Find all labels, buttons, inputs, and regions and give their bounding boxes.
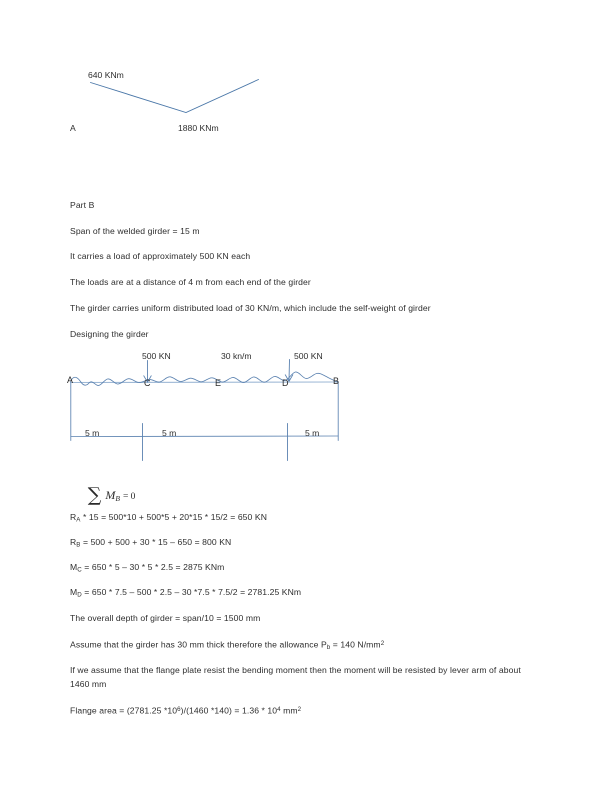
flange-exponent-6: 6 — [177, 706, 181, 713]
flange-unit-exponent: 2 — [297, 706, 302, 713]
body-line-designing: Designing the girder — [70, 329, 149, 339]
beam-dim-2: 5 m — [162, 428, 177, 438]
equation-mc-subscript: C — [77, 566, 82, 574]
beam-node-b: B — [333, 376, 340, 386]
body-line-load: It carries a load of approximately 500 KN each — [70, 251, 251, 261]
flange-exponent-4: 4 — [277, 706, 281, 713]
flange-mid: )/(1460 *140) = 1.36 * 10 — [180, 705, 278, 716]
flange-post: mm — [280, 705, 298, 716]
allowance-pre: Assume that the girder has 30 mm thick therefore the allowance P — [70, 639, 327, 650]
moment-label-640: 640 KNm — [88, 70, 124, 80]
equation-md — [70, 586, 301, 601]
flange-pre: Flange area = (2781.25 *10 — [70, 705, 178, 716]
beam-node-d: D — [282, 378, 289, 388]
equation-ra-body: * 15 = 500*10 + 500*5 + 20*15 * 15/2 = 650 KN — [80, 512, 268, 522]
equation-mc-symbol: M — [70, 562, 78, 572]
beam-load-right-label: 500 KN — [294, 351, 323, 361]
moment-subscript: B — [115, 493, 120, 503]
body-line-distance: The loads are at a distance of 4 m from each end of the girder — [70, 277, 311, 287]
equation-rb-body: = 500 + 500 + 30 * 15 – 650 = 800 KN — [80, 537, 232, 547]
equation-ra-symbol: R — [70, 512, 77, 522]
allowance-mid: = 140 N/mm — [330, 639, 381, 650]
equation-mc — [70, 561, 224, 576]
equation-rb-symbol: R — [70, 537, 77, 547]
sigma-icon: ∑ — [87, 484, 102, 506]
beam-udl-label: 30 kn/m — [221, 351, 252, 361]
closing-allowance-line — [70, 637, 384, 654]
body-line-udl: The girder carries uniform distributed load of 30 KN/m, which include the self-weight of girder — [70, 303, 431, 313]
allowance-superscript: 2 — [380, 640, 385, 647]
beam-dim-3: 5 m — [305, 428, 320, 438]
beam-dim-1: 5 m — [85, 428, 100, 438]
closing-depth-line: The overall depth of girder = span/10 = 1500 mm — [70, 613, 261, 623]
moment-rhs: = 0 — [122, 492, 136, 502]
equation-rb — [70, 536, 231, 551]
equation-ra-subscript: A — [76, 516, 81, 524]
beam-node-a: A — [67, 375, 74, 385]
moment-symbol: M — [105, 488, 116, 502]
beam-node-c: C — [144, 378, 151, 388]
closing-lever-arm-line: If we assume that the flange plate resist the bending moment then the moment will be resisted by lever arm of about 1460 mm — [70, 665, 521, 689]
closing-flange-line — [70, 703, 301, 718]
body-line-span: Span of the welded girder = 15 m — [70, 226, 200, 236]
equation-md-body: = 650 * 7.5 – 500 * 2.5 – 30 *7.5 * 7.5/2 = 2781.25 KNm — [81, 587, 302, 597]
beam-node-e: E — [215, 378, 222, 388]
equation-md-subscript: D — [77, 591, 82, 599]
moment-label-1880: 1880 KNm — [178, 123, 219, 133]
allowance-subscript: b — [326, 643, 331, 651]
equation-md-symbol: M — [70, 587, 78, 597]
equation-rb-subscript: B — [76, 541, 81, 549]
equation-ra — [70, 511, 267, 526]
equation-mc-body: = 650 * 5 – 30 * 5 * 2.5 = 2875 KNm — [81, 562, 225, 572]
part-b-heading: Part B — [70, 200, 95, 210]
beam-load-left-label: 500 KN — [142, 351, 171, 361]
support-label-a: A — [70, 123, 76, 133]
